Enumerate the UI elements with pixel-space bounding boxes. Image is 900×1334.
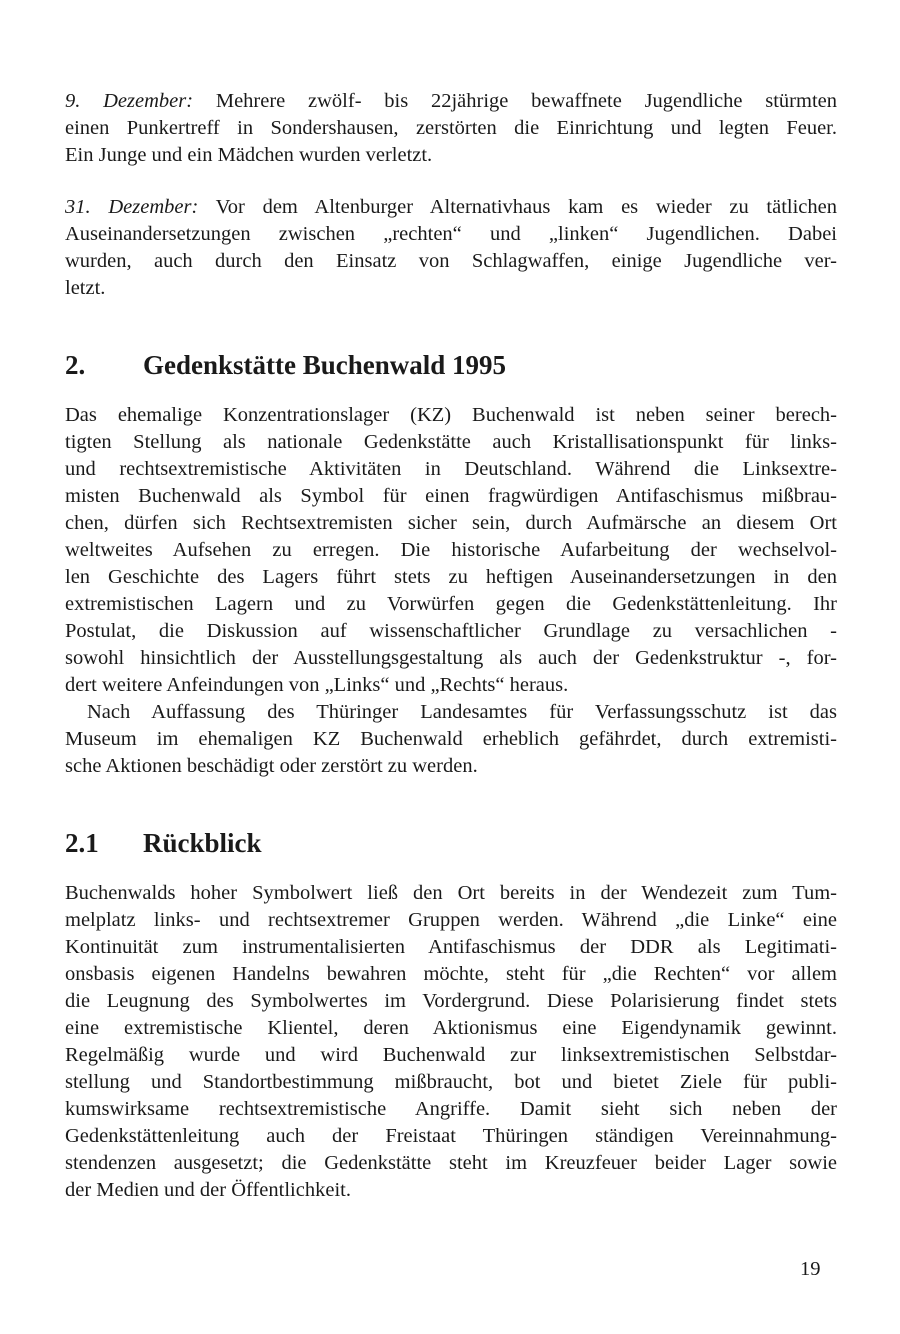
text-line: Nach Auffassung des Thüringer Landesamtes für Verfassungsschutz ist das [87, 701, 837, 723]
entry-date: 9. Dezember: [65, 90, 194, 112]
section-2-paragraph-2 [65, 699, 837, 780]
section-2-1-paragraph [65, 880, 837, 1204]
text-line: melplatz links- und rechtsextremer Gruppen werden. Während „die Linke“ eine [65, 909, 837, 931]
text-line: der Medien und der Öffentlichkeit. [65, 1179, 351, 1201]
text-line: tigten Stellung als nationale Gedenkstätte auch Kristallisationspunkt für links- [65, 431, 837, 453]
text-line: onsbasis eigenen Handelns bewahren möchte, steht für „die Rechten“ vor allem [65, 963, 837, 985]
text-line: dert weitere Anfeindungen von „Links“ und „Rechts“ heraus. [65, 674, 569, 696]
text-line: Gedenkstättenleitung auch der Freistaat Thüringen ständigen Vereinnahmung- [65, 1125, 837, 1147]
entry-date: 31. Dezember: [65, 196, 199, 218]
text-line: die Leugnung des Symbolwertes im Vordergrund. Diese Polarisierung findet stets [65, 990, 837, 1012]
chronology-entry-dec-31: 31. Dezember: Vor dem Altenburger Alternativhaus kam es wieder zu tätlichen Auseinandersetzungen zwischen „rechten“ und „linken“ Jugendlichen. Dabei wurden, auch durch den Einsatz von Schlagwaffen, einige Jugendliche ver- letzt. [65, 196, 837, 299]
page-number: 19 [800, 1258, 821, 1280]
text-line: eine extremistische Klientel, deren Aktionismus eine Eigendynamik gewinnt. [65, 1017, 837, 1039]
text-line: stendenzen ausgesetzt; die Gedenkstätte steht im Kreuzfeuer beider Lager sowie [65, 1152, 837, 1174]
text-line: und rechtsextremistische Aktivitäten in Deutschland. Während die Linksextre- [65, 458, 837, 480]
text-line: len Geschichte des Lagers führt stets zu heftigen Auseinandersetzungen in den [65, 566, 837, 588]
section-heading-2: 2. Gedenkstätte Buchenwald 1995 [65, 350, 507, 380]
text-line: Regelmäßig wurde und wird Buchenwald zur linksextremistischen Selbstdar- [65, 1044, 837, 1066]
text-line: Buchenwalds hoher Symbolwert ließ den Ort bereits in der Wendezeit zum Tum- [65, 882, 837, 904]
text-line: misten Buchenwald als Symbol für einen fragwürdigen Antifaschismus mißbrau- [65, 485, 837, 507]
text-line: Postulat, die Diskussion auf wissenschaftlicher Grundlage zu versachlichen - [65, 620, 837, 642]
text-line: Museum im ehemaligen KZ Buchenwald erheblich gefährdet, durch extremisti- [65, 728, 837, 750]
text-line: kumswirksame rechtsextremistische Angriffe. Damit sieht sich neben der [65, 1098, 837, 1120]
text-line: Kontinuität zum instrumentalisierten Antifaschismus der DDR als Legitimati- [65, 936, 837, 958]
chronology-entry-dec-9: 9. Dezember: Mehrere zwölf- bis 22jährige bewaffnete Jugendliche stürmten einen Punkertreff in Sondershausen, zerstörten die Einrichtung und legten Feuer. Ein Junge und ein Mädchen wurden verletzt. [65, 90, 837, 166]
text-line: extremistischen Lagern und zu Vorwürfen gegen die Gedenkstättenleitung. Ihr [65, 593, 837, 615]
section-2-paragraph-1 [65, 402, 837, 699]
section-heading-2-1: 2.1 Rückblick [65, 828, 262, 858]
text-line: sowohl hinsichtlich der Ausstellungsgestaltung als auch der Gedenkstruktur -, for- [65, 647, 837, 669]
text-line: sche Aktionen beschädigt oder zerstört zu werden. [65, 755, 478, 777]
text-line: stellung und Standortbestimmung mißbraucht, bot und bietet Ziele für publi- [65, 1071, 837, 1093]
text-line: chen, dürfen sich Rechtsextremisten sicher sein, durch Aufmärsche an diesem Ort [65, 512, 837, 534]
text-line: weltweites Aufsehen zu erregen. Die historische Aufarbeitung der wechselvol- [65, 539, 837, 561]
document-page [65, 88, 837, 1204]
text-line: Das ehemalige Konzentrationslager (KZ) Buchenwald ist neben seiner berech- [65, 404, 837, 426]
